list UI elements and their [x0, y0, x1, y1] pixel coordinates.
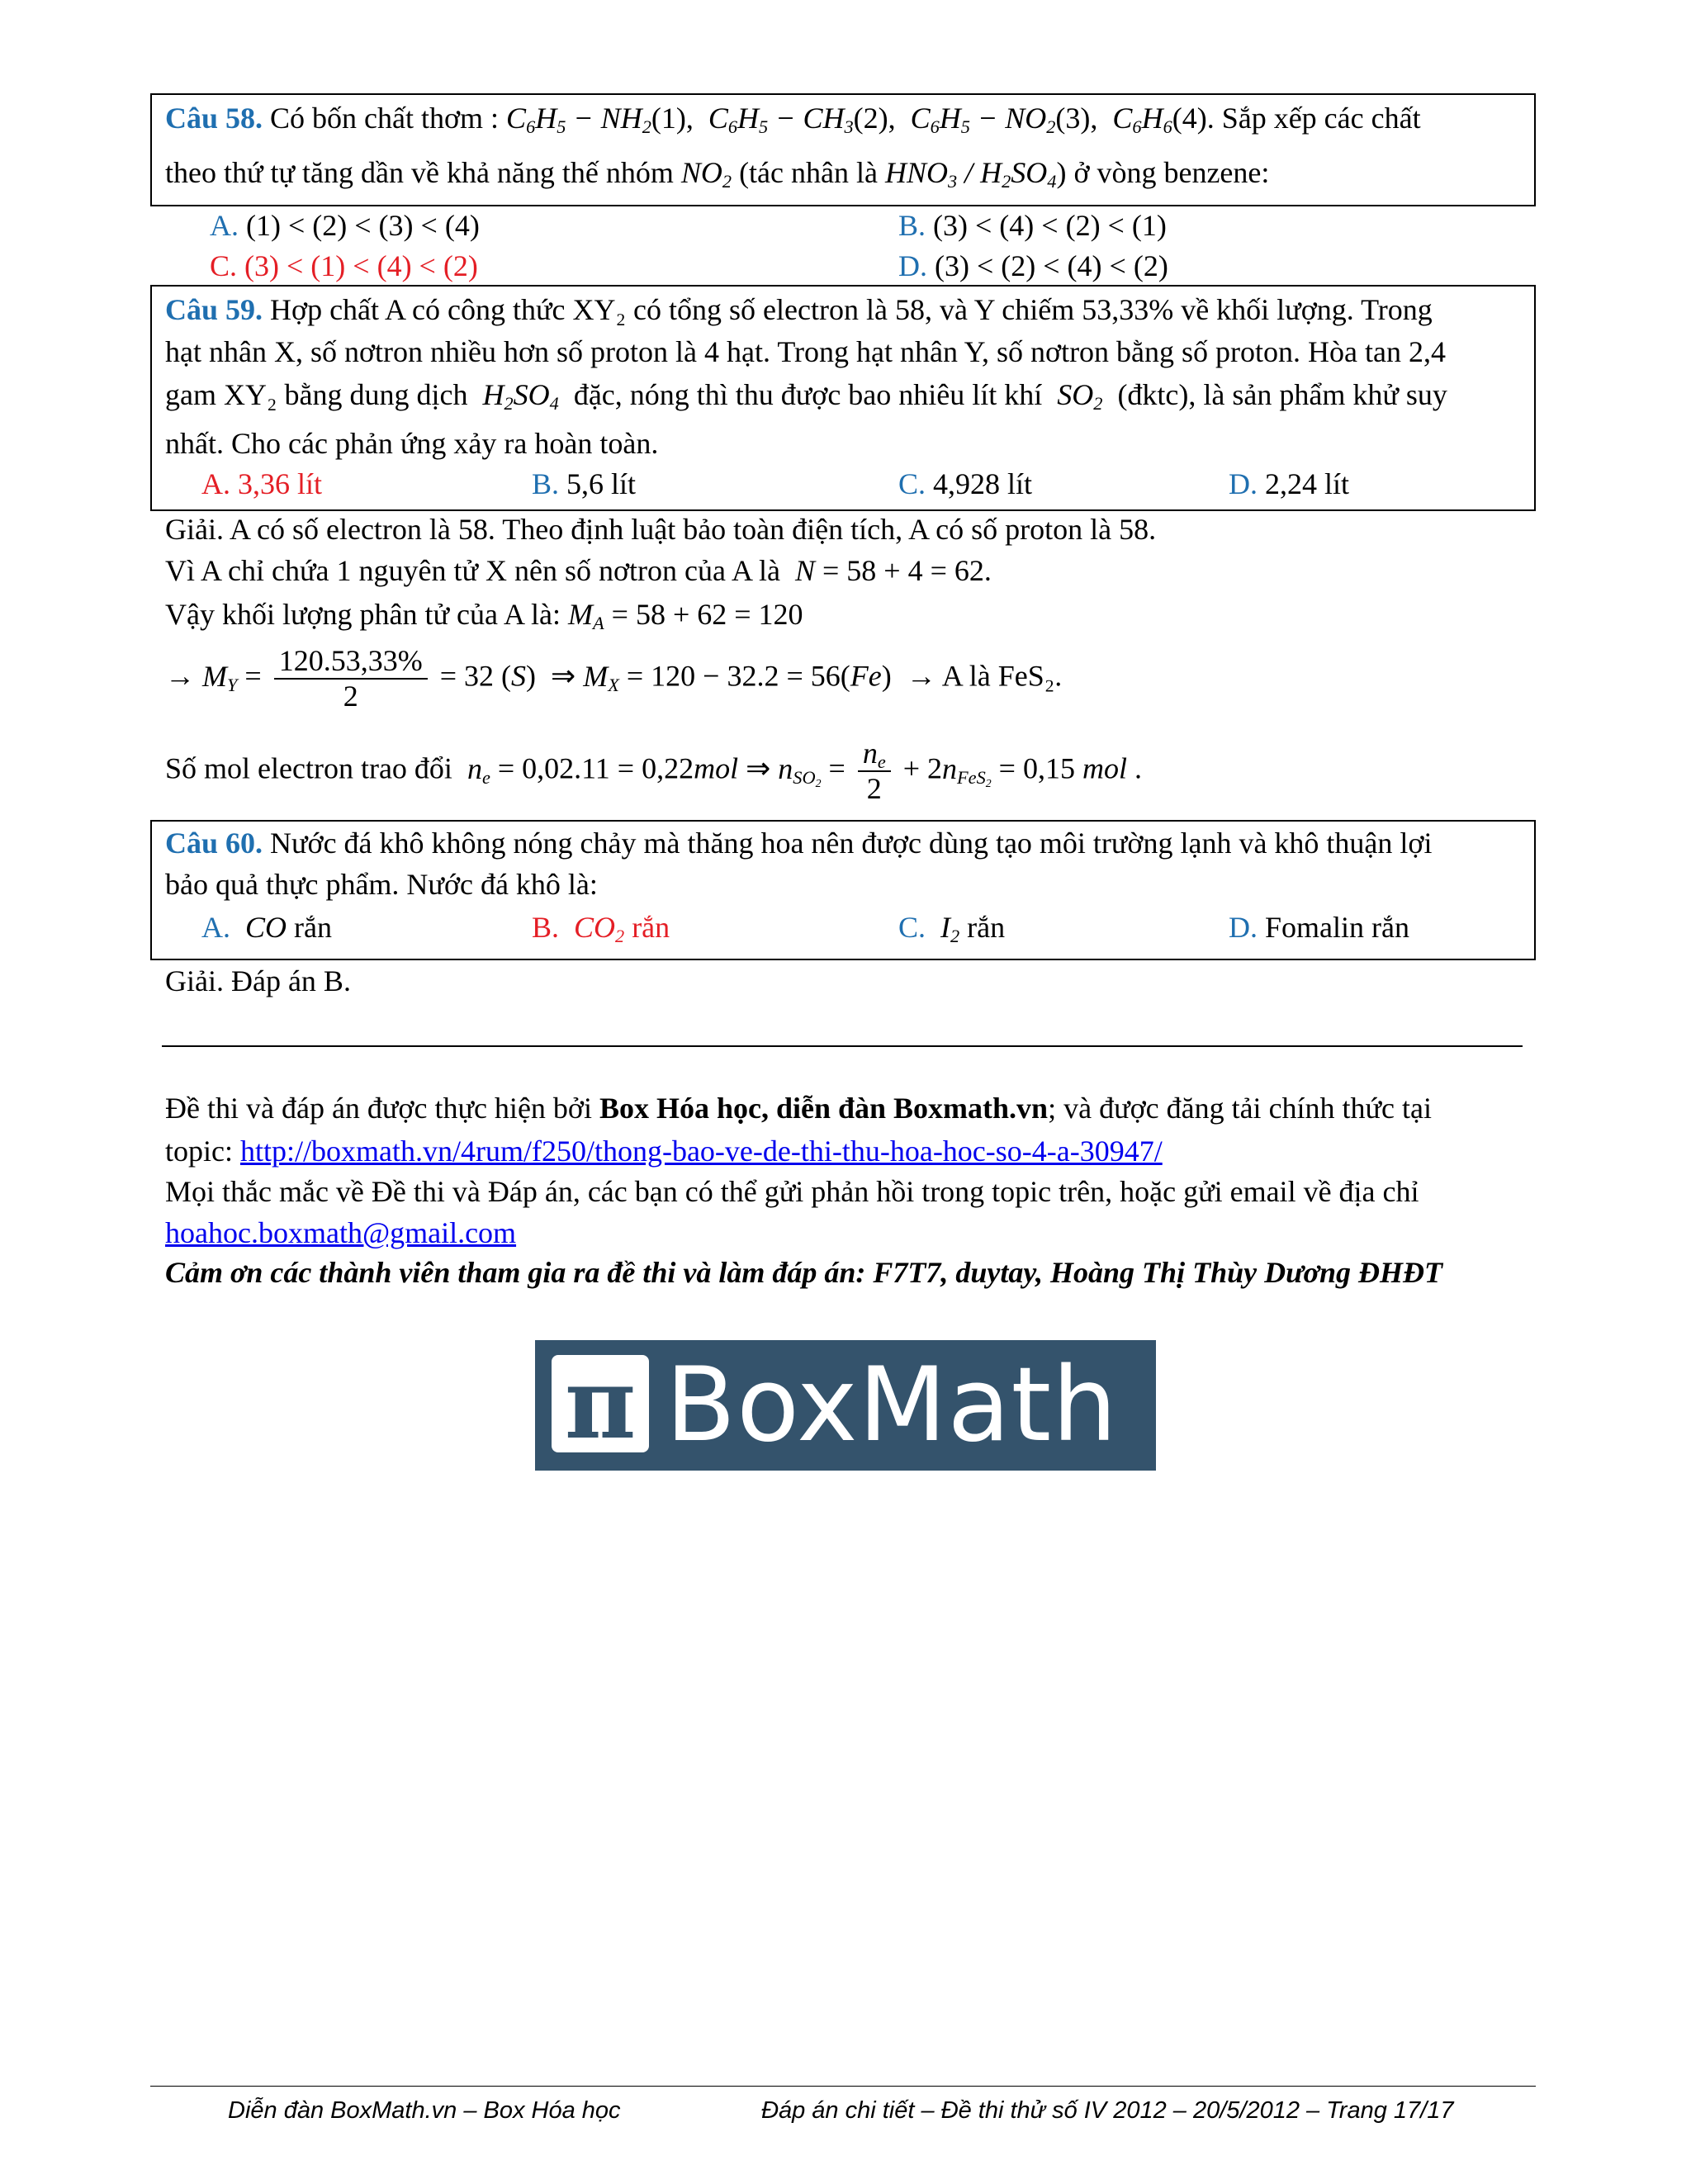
- option-letter: A.: [210, 209, 239, 242]
- solution-59-eq-my: = 32 (: [439, 659, 512, 693]
- question-58-sort: Sắp xếp các chất: [1221, 102, 1421, 135]
- credits-topic-label: topic:: [165, 1135, 233, 1168]
- symbol-my: $M_Y$: [202, 659, 238, 695]
- option-text: 2,24 lít: [1265, 467, 1350, 500]
- question-59-text-2: hạt nhân X, số nơtron nhiều hơn số proton là 4 hạt. Trong hạt nhân Y, số nơtron bằng số proton. Hòa tan 2,4: [165, 335, 1446, 368]
- option-letter: A.: [201, 467, 230, 500]
- formula-co2: $CO_2$: [574, 911, 625, 947]
- email-link[interactable]: hoahoc.boxmath@gmail.com: [165, 1216, 517, 1249]
- question-60-line2: [165, 865, 598, 904]
- solution-59-line1: [165, 510, 1156, 549]
- q58-option-b: [898, 206, 1167, 245]
- implies-icon: ⇒: [551, 659, 576, 693]
- option-letter: C.: [898, 467, 926, 500]
- question-59-text-3c: (đktc), là sản phẩm khử suy: [1117, 378, 1447, 411]
- symbol-nso2: $n_{SO_2}$: [778, 751, 822, 789]
- credits-line1: [165, 1089, 1432, 1128]
- option-letter: B.: [532, 467, 560, 500]
- formula-nitrobenzene: $C_6H_5 - NO_2$: [910, 102, 1056, 138]
- symbol-nfes2: $n_{FeS_2}$: [942, 751, 992, 789]
- question-59-line3: [165, 376, 1447, 415]
- question-58-text-c: ) ở vòng benzene:: [1056, 156, 1270, 189]
- credits-text-a: Đề thi và đáp án được thực hiện bởi: [165, 1092, 592, 1125]
- credits-line3: [165, 1173, 1419, 1211]
- option-letter: C.: [898, 911, 926, 944]
- solution-59-eq-mx: = 120 − 32.2 = 56(: [626, 659, 850, 693]
- credits-line4: [165, 1214, 516, 1253]
- option-letter: B.: [898, 209, 926, 242]
- q59-option-c: [898, 465, 1032, 504]
- solution-59-line3: [165, 595, 803, 634]
- q60-option-b-correct: [532, 908, 670, 947]
- question-58-line2: [165, 154, 1269, 192]
- formula-no2: $NO_2$: [680, 156, 732, 192]
- question-59-text-1: Hợp chất A có công thức XY₂ có tổng số electron là 58, và Y chiếm 53,33% về khối lượng. Trong: [270, 293, 1433, 326]
- formula-so2: $SO_2$: [1057, 378, 1103, 415]
- q60-option-c: [898, 908, 1005, 947]
- credits-thanks-text: Cảm ơn các thành viên tham gia ra đề thi và làm đáp án: F7T7, duytay, Hoàng Thị Thùy Dương ĐHĐT: [165, 1256, 1442, 1289]
- option-text: rắn: [967, 911, 1006, 944]
- symbol-mx: $M_X$: [583, 659, 619, 695]
- question-59-line4: [165, 424, 658, 463]
- question-59-label: Câu 59.: [165, 293, 263, 326]
- option-letter: B.: [532, 911, 560, 944]
- option-text: 3,36 lít: [238, 467, 323, 500]
- solution-59-result: → A là FeS₂.: [906, 659, 1063, 693]
- question-58-line1: Câu 58. Có bốn chất thơm : $C_6H_5 - NH_2(1)$, $C_6H_5 - CH_3(2)$, $C_6H_5 - NO_2(3)$, $C_6H_6(4)$. Sắp xếp các chất: [165, 102, 1421, 138]
- solution-59-eq-2: = 58 + 4 = 62.: [822, 554, 992, 587]
- q58-option-c-correct: [210, 247, 478, 286]
- fraction-numerator: $n_e$: [858, 737, 891, 772]
- formula-benzene: $C_6H_6$: [1112, 102, 1172, 138]
- fraction-my: [274, 644, 428, 714]
- solution-59-eq-ne: = 0,02.11 = 0,22: [497, 751, 694, 785]
- solution-59-text-1: Giải. A có số electron là 58. Theo định luật bảo toàn điện tích, A có số proton là 58.: [165, 513, 1157, 546]
- question-60-text-1: Nước đá khô không nóng chảy mà thăng hoa nên được dùng tạo môi trường lạnh và khô thuận lợi: [270, 827, 1433, 860]
- symbol-n: N: [794, 554, 815, 587]
- solution-59-eq-3: = 58 + 62 = 120: [611, 598, 803, 631]
- credits-line2: [165, 1132, 1163, 1171]
- solution-59-line4: → $M_Y$ = $\frac{120.53,33\%}{2}$ = 32 (S) ⇒ $M_X = 120 - 32.2 = 56(Fe) \to A$ là FeS₂.: [165, 644, 1063, 713]
- solution-60: [165, 962, 351, 1001]
- option-text: (3) < (4) < (2) < (1): [933, 209, 1167, 242]
- option-text: (3) < (2) < (4) < (2): [935, 249, 1168, 282]
- credits-text-c: ; và được đăng tải chính thức tại: [1048, 1092, 1433, 1125]
- logo-text: BoxMath: [666, 1346, 1118, 1465]
- footer-right: Đáp án chi tiết – Đề thi thử số IV 2012 – 20/5/2012 – Trang 17/17: [761, 2097, 1454, 2124]
- option-letter: A.: [201, 911, 230, 944]
- fraction-numerator: 120.53,33%: [274, 644, 428, 680]
- solution-59-line2: [165, 552, 992, 590]
- question-58-text-a: theo thứ tự tăng dần về khả năng thế nhóm: [165, 156, 674, 189]
- option-letter: D.: [1229, 911, 1258, 944]
- option-letter: D.: [898, 249, 927, 282]
- footer-left: Diễn đàn BoxMath.vn – Box Hóa học: [228, 2097, 621, 2124]
- question-60-text-2: bảo quả thực phẩm. Nước đá khô là:: [165, 868, 598, 901]
- credits-forum-name: Box Hóa học, diễn đàn Boxmath.vn: [599, 1092, 1049, 1125]
- question-59-text-3b: đặc, nóng thì thu được bao nhiêu lít khí: [573, 378, 1043, 411]
- fraction-ne: [858, 737, 891, 807]
- option-text: (1) < (2) < (3) < (4): [246, 209, 480, 242]
- option-letter: C.: [210, 249, 238, 282]
- implies-icon: ⇒: [746, 751, 771, 785]
- solution-59-eq-n: = 0,15: [998, 751, 1075, 785]
- question-58-label: Câu 58.: [165, 102, 263, 135]
- question-60-line1: [165, 824, 1432, 863]
- fraction-denominator: 2: [866, 772, 882, 806]
- formula-co: CO: [245, 911, 287, 944]
- question-59-text-3a: gam XY₂ bằng dung dịch: [165, 378, 468, 411]
- solution-59-line5: Số mol electron trao đổi $n_e = 0,02.11 = 0,22mol$ ⇒ $n_{SO_2}$ = $\frac{n_e}{2}$ + $2n_{FeS_2} = 0,15$ mol .: [165, 737, 1142, 806]
- formula-toluene: $C_6H_5 - CH_3$: [708, 102, 854, 138]
- formula-h2so4: $H_2SO_4$: [482, 378, 559, 415]
- footer-divider: [150, 2086, 1536, 2087]
- option-text: 4,928 lít: [933, 467, 1033, 500]
- section-divider: [162, 1045, 1523, 1047]
- q58-option-a: [210, 206, 480, 245]
- question-58-intro: Có bốn chất thơm :: [270, 102, 500, 135]
- option-text: rắn: [632, 911, 670, 944]
- topic-link[interactable]: http://boxmath.vn/4rum/f250/thong-bao-ve-de-thi-thu-hoa-hoc-so-4-a-30947/: [239, 1135, 1163, 1168]
- option-text: Fomalin rắn: [1265, 911, 1409, 944]
- boxmath-logo: [535, 1340, 1156, 1471]
- q58-option-d: [898, 247, 1168, 286]
- question-59-line2: [165, 333, 1446, 372]
- formula-i2: $I_2$: [940, 911, 960, 947]
- question-60-label: Câu 60.: [165, 827, 263, 860]
- question-58-text-b: (tác nhân là: [739, 156, 878, 189]
- symbol-ne: $n_e$: [467, 751, 490, 788]
- question-59-text-4: nhất. Cho các phản ứng xảy ra hoàn toàn.: [165, 427, 659, 460]
- q60-option-a: [201, 908, 332, 947]
- credits-thanks: [165, 1253, 1442, 1292]
- q59-option-a-correct: [201, 465, 322, 504]
- option-letter: D.: [1229, 467, 1258, 500]
- q59-option-b: [532, 465, 636, 504]
- q59-option-d: [1229, 465, 1349, 504]
- question-59-line1: [165, 291, 1433, 329]
- option-text: 5,6 lít: [566, 467, 637, 500]
- pi-icon: [552, 1346, 649, 1461]
- formula-aniline: $C_6H_5 - NH_2$: [506, 102, 651, 138]
- solution-60-text: Giải. Đáp án B.: [165, 964, 351, 997]
- solution-59-text-2: Vì A chỉ chứa 1 nguyên tử X nên số nơtron của A là: [165, 554, 780, 587]
- symbol-ma: $M_A$: [568, 598, 604, 634]
- pi-symbol: π: [564, 1346, 637, 1461]
- formula-hno3-h2so4: $HNO_3 / H_2SO_4$: [884, 156, 1057, 192]
- arrow-icon: →: [165, 659, 195, 693]
- credits-text-3: Mọi thắc mắc về Đề thi và Đáp án, các bạn có thể gửi phản hồi trong topic trên, hoặc gửi email về địa chỉ: [165, 1175, 1419, 1208]
- solution-59-text-3: Vậy khối lượng phân tử của A là:: [165, 598, 561, 631]
- fraction-denominator: 2: [343, 680, 358, 713]
- option-text: (3) < (1) < (4) < (2): [244, 249, 478, 282]
- solution-59-text-5: Số mol electron trao đổi: [165, 751, 452, 785]
- q60-option-d: [1229, 908, 1409, 947]
- option-text: rắn: [294, 911, 332, 944]
